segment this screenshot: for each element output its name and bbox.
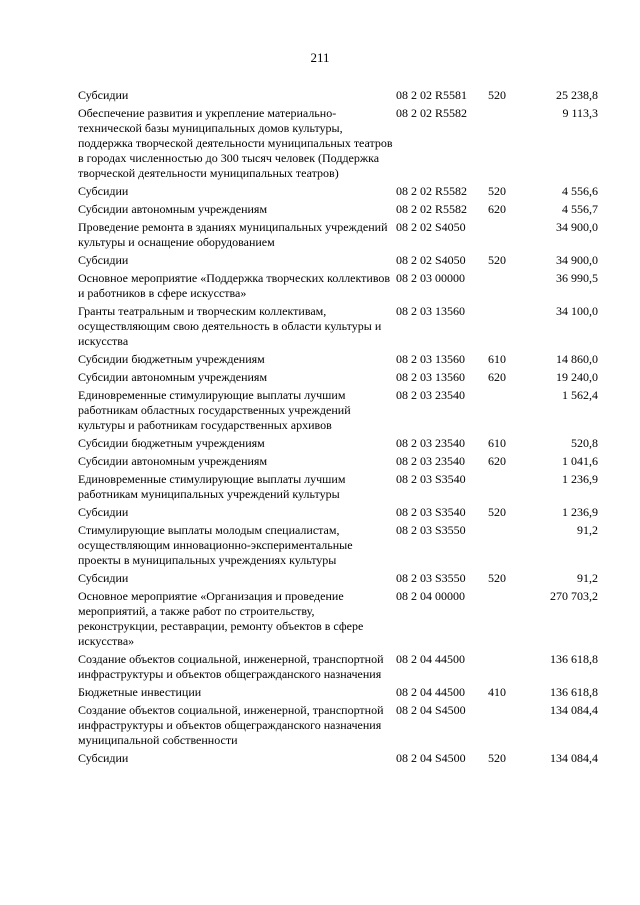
row-amount: 136 618,8 [550, 685, 598, 699]
row-code: 08 2 04 S4500 [396, 751, 466, 765]
row-amount: 91,2 [577, 523, 598, 537]
row-code: 08 2 02 R5582 [396, 202, 468, 216]
page-number: 211 [310, 50, 330, 65]
row-name: Основное мероприятие «Поддержка творческих коллективов и работников в сфере искусства» [78, 271, 391, 300]
row-name: Проведение ремонта в зданиях муниципальных учреждений культуры и оснащение оборудованием [78, 220, 388, 249]
row-code: 08 2 02 R5582 [396, 184, 468, 198]
row-name: Стимулирующие выплаты молодым специалистам, осуществляющим инновационно-экспериментальные проекты в муниципальных учреждениях культуры [78, 523, 353, 567]
table-row [78, 271, 598, 301]
row-name: Субсидии [78, 571, 129, 585]
row-amount: 34 100,0 [556, 304, 598, 318]
row-expense-type: 620 [488, 454, 506, 468]
row-expense-type: 410 [488, 685, 506, 699]
table-row [78, 454, 598, 469]
row-name: Субсидии автономным учреждениям [78, 202, 268, 216]
table-row [78, 571, 598, 586]
table-row [78, 352, 598, 367]
row-code: 08 2 03 23540 [396, 388, 465, 402]
row-name: Субсидии [78, 751, 129, 765]
row-name: Субсидии [78, 505, 129, 519]
row-expense-type: 520 [488, 253, 506, 267]
row-code: 08 2 03 S3550 [396, 523, 466, 537]
table-row [78, 220, 598, 250]
row-expense-type: 520 [488, 184, 506, 198]
row-code: 08 2 03 13560 [396, 304, 465, 318]
row-expense-type: 520 [488, 571, 506, 585]
row-code: 08 2 03 S3540 [396, 472, 466, 486]
row-expense-type: 620 [488, 202, 506, 216]
row-amount: 134 084,4 [550, 751, 598, 765]
row-expense-type: 520 [488, 751, 506, 765]
row-amount: 270 703,2 [550, 589, 598, 603]
row-code: 08 2 03 S3540 [396, 505, 466, 519]
table-row [78, 472, 598, 502]
row-code: 08 2 03 23540 [396, 454, 465, 468]
row-amount: 4 556,7 [562, 202, 598, 216]
row-name: Субсидии автономным учреждениям [78, 454, 268, 468]
row-name: Субсидии [78, 253, 129, 267]
row-amount: 1 236,9 [562, 505, 598, 519]
row-code: 08 2 03 13560 [396, 370, 465, 384]
row-amount: 1 236,9 [562, 472, 598, 486]
row-amount: 25 238,8 [556, 88, 598, 102]
row-amount: 14 860,0 [556, 352, 598, 366]
row-name: Субсидии бюджетным учреждениям [78, 352, 265, 366]
table-row [78, 253, 598, 268]
table-row [78, 751, 598, 766]
row-amount: 4 556,6 [562, 184, 598, 198]
row-code: 08 2 03 00000 [396, 271, 465, 285]
row-amount: 9 113,3 [562, 106, 598, 120]
row-code: 08 2 02 R5581 [396, 88, 468, 102]
row-code: 08 2 02 S4050 [396, 220, 466, 234]
table-row [78, 652, 598, 682]
row-amount: 36 990,5 [556, 271, 598, 285]
table-row [78, 436, 598, 451]
row-code: 08 2 03 13560 [396, 352, 465, 366]
table-row [78, 370, 598, 385]
row-code: 08 2 02 S4050 [396, 253, 466, 267]
row-code: 08 2 04 44500 [396, 652, 465, 666]
table-row [78, 523, 598, 568]
row-expense-type: 620 [488, 370, 506, 384]
row-amount: 34 900,0 [556, 253, 598, 267]
row-name: Обеспечение развития и укрепление материально-технической базы муниципальных домов культуры, поддержка творческой деятельности муниципальных театров в городах численностью до 300 тысяч человек (Поддержка творческой деятельности муниципальных театров) [78, 106, 393, 180]
table-row [78, 304, 598, 349]
row-code: 08 2 04 00000 [396, 589, 465, 603]
row-amount: 136 618,8 [550, 652, 598, 666]
table-row [78, 184, 598, 199]
row-amount: 91,2 [577, 571, 598, 585]
row-code: 08 2 04 S4500 [396, 703, 466, 717]
row-name: Единовременные стимулирующие выплаты лучшим работникам областных государственных учреждений культуры и работникам государственных архивов [78, 388, 351, 432]
row-amount: 520,8 [571, 436, 598, 450]
row-amount: 34 900,0 [556, 220, 598, 234]
row-code: 08 2 02 R5582 [396, 106, 468, 120]
row-code: 08 2 04 44500 [396, 685, 465, 699]
row-name: Основное мероприятие «Организация и проведение мероприятий, а также работ по строительству, реконструкции, реставрации, ремонту объектов в сфере искусства» [78, 589, 364, 648]
row-name: Бюджетные инвестиции [78, 685, 202, 699]
row-name: Субсидии [78, 184, 129, 198]
table-row [78, 88, 598, 103]
row-expense-type: 610 [488, 436, 506, 450]
row-name: Создание объектов социальной, инженерной, транспортной инфраструктуры и объектов общегражданского назначения [78, 652, 384, 681]
row-name: Создание объектов социальной, инженерной, транспортной инфраструктуры и объектов общегражданского назначения муниципальной собственности [78, 703, 384, 747]
table-row [78, 388, 598, 433]
row-expense-type: 520 [488, 505, 506, 519]
row-code: 08 2 03 23540 [396, 436, 465, 450]
table-row [78, 589, 598, 649]
row-code: 08 2 03 S3550 [396, 571, 466, 585]
table-row [78, 505, 598, 520]
table-row [78, 703, 598, 748]
row-name: Субсидии автономным учреждениям [78, 370, 268, 384]
row-amount: 1 041,6 [562, 454, 598, 468]
row-amount: 19 240,0 [556, 370, 598, 384]
row-name: Гранты театральным и творческим коллективам, осуществляющим свою деятельность в области культуры и искусства [78, 304, 382, 348]
row-expense-type: 520 [488, 88, 506, 102]
table-row [78, 685, 598, 700]
table-row [78, 106, 598, 181]
budget-table [78, 88, 598, 769]
row-expense-type: 610 [488, 352, 506, 366]
row-name: Субсидии [78, 88, 129, 102]
row-name: Единовременные стимулирующие выплаты лучшим работникам муниципальных учреждений культуры [78, 472, 346, 501]
row-amount: 1 562,4 [562, 388, 598, 402]
row-amount: 134 084,4 [550, 703, 598, 717]
row-name: Субсидии бюджетным учреждениям [78, 436, 265, 450]
table-row [78, 202, 598, 217]
